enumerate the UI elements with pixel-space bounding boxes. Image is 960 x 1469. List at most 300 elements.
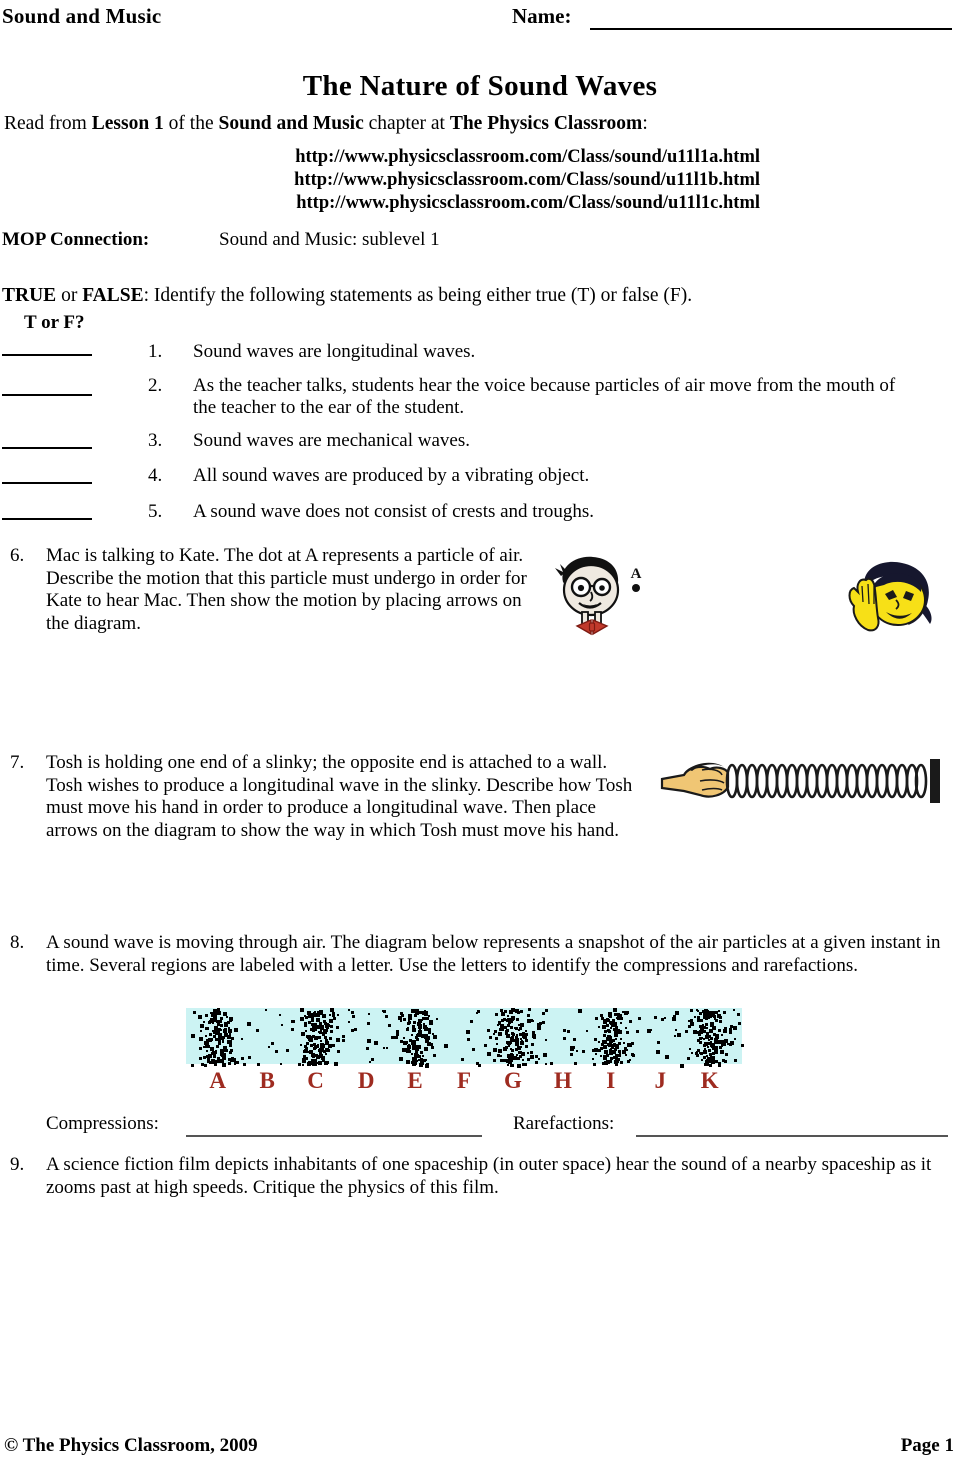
- air-particle: [516, 1018, 519, 1021]
- tf-item-number: 2.: [148, 375, 163, 396]
- air-particle: [300, 1017, 304, 1021]
- air-particle: [607, 1043, 610, 1046]
- air-particle: [300, 1008, 304, 1012]
- air-particle: [412, 1028, 416, 1032]
- air-particle: [677, 1033, 681, 1037]
- air-particle: [428, 1031, 431, 1034]
- air-particle: [316, 1018, 320, 1022]
- answer-blank-3[interactable]: [2, 447, 92, 449]
- air-particle: [199, 1037, 203, 1041]
- air-particle: [374, 1041, 378, 1045]
- t-or-f-column-label: T or F?: [24, 312, 85, 333]
- tf-item-number: 1.: [148, 341, 163, 362]
- air-particle: [624, 1011, 628, 1015]
- air-particle: [610, 1027, 612, 1029]
- air-particle: [586, 1030, 588, 1032]
- air-particle: [703, 1050, 707, 1054]
- air-particle-dot: [632, 584, 640, 592]
- air-particle: [618, 1042, 621, 1045]
- air-particle: [497, 1054, 500, 1057]
- name-blank-line[interactable]: [590, 28, 952, 30]
- air-particle: [505, 1032, 508, 1035]
- air-particle: [371, 1058, 374, 1061]
- footer-copyright: © The Physics Classroom, 2009: [4, 1435, 258, 1456]
- air-particle: [721, 1034, 723, 1036]
- air-particle: [472, 1048, 475, 1051]
- air-particle: [598, 1041, 600, 1043]
- air-particle: [535, 1061, 538, 1064]
- air-particle: [604, 1030, 607, 1033]
- air-particle: [715, 1011, 718, 1014]
- air-particle: [302, 1064, 304, 1066]
- air-particle: [706, 1055, 708, 1057]
- air-particle: [690, 1022, 694, 1026]
- air-particle: [213, 1015, 216, 1018]
- air-particle: [680, 1064, 684, 1068]
- air-particle: [620, 1061, 623, 1064]
- tf-item-number: 4.: [148, 465, 163, 486]
- air-particle: [224, 1028, 227, 1031]
- air-particle: [510, 1026, 513, 1029]
- air-particle: [499, 1028, 502, 1031]
- air-particle: [433, 1054, 436, 1057]
- air-particle: [207, 1060, 210, 1063]
- air-particle: [530, 1051, 533, 1054]
- air-particle: [404, 1042, 407, 1045]
- air-particle: [352, 1015, 355, 1018]
- air-particle: [324, 1061, 328, 1065]
- air-particle: [199, 1057, 202, 1060]
- air-particle: [383, 1047, 385, 1049]
- air-particle: [313, 1062, 317, 1066]
- air-particle: [217, 1011, 221, 1015]
- air-particle: [214, 1063, 217, 1066]
- region-letter: E: [407, 1068, 423, 1093]
- air-particle: [631, 1053, 634, 1056]
- air-particle: [495, 1013, 498, 1016]
- air-particle: [310, 1036, 313, 1039]
- page-header: [0, 4, 960, 34]
- air-particle: [545, 1063, 547, 1065]
- read-from-site: The Physics Classroom: [449, 113, 643, 134]
- air-particle: [675, 1029, 677, 1031]
- air-particle: [626, 1031, 629, 1034]
- air-particle: [231, 1019, 233, 1021]
- wall-anchor: [930, 759, 940, 803]
- air-particle: [248, 1056, 251, 1059]
- air-particle: [308, 1015, 311, 1018]
- air-particle: [517, 1057, 520, 1060]
- air-particle: [711, 1060, 715, 1064]
- air-particle: [520, 1051, 522, 1053]
- air-particle: [723, 1011, 726, 1014]
- air-particle: [222, 1040, 224, 1042]
- air-particle: [622, 1050, 626, 1054]
- air-particle: [408, 1020, 410, 1022]
- air-particle: [191, 1034, 195, 1038]
- air-particle: [431, 1046, 434, 1049]
- air-particle: [414, 1014, 417, 1017]
- air-particle: [342, 1039, 345, 1042]
- compressions-answer-blank[interactable]: [186, 1135, 482, 1137]
- air-particle: [214, 1051, 217, 1054]
- air-particle: [507, 1015, 509, 1017]
- air-particle: [719, 1016, 722, 1019]
- air-particle: [733, 1009, 735, 1011]
- air-particle: [425, 1017, 428, 1020]
- air-particle: [527, 1052, 529, 1054]
- air-particle: [324, 1022, 327, 1025]
- air-particle: [367, 1022, 370, 1025]
- air-particle: [603, 1056, 607, 1060]
- air-particle: [618, 1054, 621, 1057]
- air-particle: [699, 1041, 702, 1044]
- tf-item-text: A sound wave does not consist of crests and troughs.: [193, 501, 595, 522]
- air-particle: [522, 1059, 524, 1061]
- air-particle: [606, 1054, 609, 1057]
- air-particle: [576, 1050, 578, 1052]
- air-particle: [685, 1030, 688, 1033]
- air-particle: [733, 1026, 737, 1030]
- air-particle: [509, 1018, 512, 1021]
- answer-blank-5[interactable]: [2, 518, 92, 520]
- air-particle: [210, 1038, 213, 1041]
- air-particle: [327, 1049, 330, 1052]
- air-particle: [229, 1033, 231, 1035]
- air-particle: [673, 1015, 676, 1018]
- air-particle: [598, 1049, 601, 1052]
- air-particle: [424, 1027, 428, 1031]
- air-particle: [400, 1020, 402, 1022]
- air-particle: [504, 1026, 507, 1029]
- region-letter: H: [554, 1068, 572, 1093]
- air-particle: [704, 1042, 708, 1046]
- air-particle: [444, 1044, 448, 1048]
- air-particle: [617, 1031, 620, 1034]
- region-letter: K: [700, 1068, 719, 1093]
- air-particle: [227, 1041, 230, 1044]
- air-particle: [395, 1036, 398, 1039]
- air-particle: [313, 1023, 317, 1027]
- air-particle: [342, 1035, 345, 1038]
- air-particle: [256, 1029, 259, 1032]
- air-particle: [205, 1041, 209, 1045]
- air-particle: [336, 1038, 340, 1042]
- air-particle: [419, 1011, 422, 1014]
- air-particle: [369, 1061, 371, 1063]
- air-particle: [675, 1011, 679, 1015]
- mop-connection-value: Sound and Music: sublevel 1: [219, 229, 440, 250]
- air-particle: [478, 1064, 481, 1067]
- air-particle: [656, 1050, 660, 1054]
- air-particle: [528, 1008, 531, 1011]
- air-particle: [727, 1043, 729, 1045]
- air-particle: [208, 1021, 211, 1024]
- air-particle: [243, 1063, 246, 1066]
- air-particle: [550, 1062, 553, 1065]
- air-particle: [595, 1017, 598, 1020]
- air-particle: [493, 1059, 496, 1062]
- air-particle: [509, 1010, 513, 1014]
- air-particle: [329, 1037, 332, 1040]
- air-particle: [709, 1064, 712, 1067]
- air-particle: [606, 1024, 609, 1027]
- air-particle: [484, 1044, 487, 1047]
- answer-blank-2[interactable]: [2, 394, 92, 396]
- region-letter: C: [307, 1068, 324, 1093]
- air-particle: [433, 1035, 437, 1039]
- answer-blank-4[interactable]: [2, 482, 92, 484]
- air-particle: [500, 1024, 504, 1028]
- air-particle: [572, 1046, 575, 1049]
- air-particle: [532, 1020, 534, 1022]
- air-particle: [489, 1036, 492, 1039]
- air-particle: [265, 1009, 267, 1011]
- air-particle: [241, 1057, 244, 1060]
- air-particle: [401, 1012, 403, 1014]
- air-particle: [305, 1030, 307, 1032]
- tf-item-text: As the teacher talks, students hear the voice because particles of air move from the mouth of the teacher to the ear of the student.: [193, 375, 896, 418]
- air-particle: [507, 1041, 511, 1045]
- air-particle: [348, 1009, 350, 1011]
- footer-page-number: Page 1: [900, 1435, 954, 1456]
- air-particle: [406, 1028, 409, 1031]
- mop-connection-label: MOP Connection:: [2, 229, 150, 250]
- true-false-instructions: : Identify the following statements as being either true (T) or false (F).: [143, 285, 693, 306]
- air-particle: [413, 1021, 416, 1024]
- air-particle: [234, 1062, 236, 1064]
- air-particle: [336, 1026, 339, 1029]
- air-particle: [247, 1022, 251, 1026]
- air-particle: [317, 1025, 321, 1029]
- air-particle: [531, 1043, 534, 1046]
- air-particle: [738, 1022, 741, 1025]
- resource-url[interactable]: http://www.physicsclassroom.com/Class/sound/u11l1b.html: [294, 170, 760, 190]
- air-particle: [351, 1011, 354, 1014]
- answer-blank-1[interactable]: [2, 354, 92, 356]
- air-particle: [687, 1057, 690, 1060]
- air-particle: [213, 1035, 216, 1038]
- air-particle: [514, 1027, 516, 1029]
- air-particle: [200, 1030, 202, 1032]
- air-particle: [741, 1044, 744, 1047]
- true-word: TRUE: [2, 285, 57, 306]
- air-particle: [407, 1022, 410, 1025]
- air-particle: [412, 1043, 416, 1047]
- air-particle: [718, 1062, 721, 1065]
- tf-item-number: 3.: [148, 430, 163, 451]
- air-particle: [403, 1018, 406, 1021]
- air-particle: [241, 1038, 243, 1040]
- air-particle: [231, 1037, 234, 1040]
- air-particle: [606, 1060, 610, 1064]
- air-particle: [620, 1022, 622, 1024]
- air-particle: [222, 1056, 226, 1060]
- air-particle: [366, 1047, 369, 1050]
- air-particle: [476, 1012, 478, 1014]
- air-particle: [719, 1020, 722, 1023]
- air-particle: [570, 1053, 573, 1056]
- air-particle: [603, 1045, 607, 1049]
- air-particle: [690, 1009, 693, 1012]
- air-particle: [710, 1037, 713, 1040]
- air-particle: [234, 1028, 238, 1032]
- air-particle: [206, 1055, 209, 1058]
- air-particle: [510, 1064, 513, 1067]
- air-particle: [710, 1056, 713, 1059]
- air-particle: [512, 1039, 515, 1042]
- or-word: or: [56, 285, 83, 306]
- air-particle: [538, 1058, 540, 1060]
- air-particle: [718, 1029, 721, 1032]
- air-particle: [302, 1059, 306, 1063]
- air-particle: [210, 1018, 213, 1021]
- rarefactions-label: Rarefactions:: [513, 1113, 615, 1134]
- air-particle: [699, 1012, 702, 1015]
- air-particle: [193, 1011, 196, 1014]
- air-particle: [720, 1050, 724, 1054]
- air-particle: [700, 1019, 703, 1022]
- air-particle: [436, 1018, 438, 1020]
- air-particle: [218, 1041, 221, 1044]
- air-particle: [209, 1033, 212, 1036]
- air-particle: [429, 1021, 433, 1025]
- air-particle: [615, 1026, 618, 1029]
- air-particle: [199, 1047, 202, 1050]
- air-particle: [608, 1030, 611, 1033]
- air-particle: [617, 1058, 620, 1061]
- air-particle: [737, 1013, 740, 1016]
- air-particle: [223, 1012, 227, 1016]
- air-particle: [573, 1038, 576, 1041]
- air-particle: [703, 1026, 706, 1029]
- air-particle: [699, 1030, 703, 1034]
- air-particle: [697, 1049, 700, 1052]
- air-particle: [228, 1029, 232, 1033]
- air-particle: [322, 1032, 325, 1035]
- air-particle: [385, 1015, 388, 1018]
- air-particle: [304, 1022, 307, 1025]
- air-particle: [205, 1035, 207, 1037]
- air-particle: [191, 1064, 194, 1067]
- air-particle: [696, 1054, 699, 1057]
- air-particle: [232, 1058, 236, 1062]
- kate-listener-illustration: [836, 558, 940, 636]
- air-particle: [386, 1047, 388, 1049]
- air-particle: [706, 1027, 708, 1029]
- air-particle: [712, 1026, 716, 1030]
- air-particle: [598, 1026, 600, 1028]
- air-particle: [610, 1021, 614, 1025]
- rarefactions-answer-blank[interactable]: [636, 1135, 948, 1137]
- air-particle: [674, 1035, 676, 1037]
- air-particle: [503, 1018, 506, 1021]
- air-particle: [578, 1009, 582, 1013]
- air-particle: [519, 1027, 522, 1030]
- resource-url[interactable]: http://www.physicsclassroom.com/Class/sound/u11l1a.html: [295, 147, 760, 167]
- air-particle: [407, 1061, 410, 1064]
- question-7-number: 7.: [10, 752, 25, 773]
- resource-url[interactable]: http://www.physicsclassroom.com/Class/sound/u11l1c.html: [296, 193, 760, 213]
- air-particle: [574, 1062, 577, 1065]
- air-particle: [493, 1048, 497, 1052]
- air-particle: [420, 1024, 422, 1026]
- question-8-number: 8.: [10, 932, 25, 953]
- air-particle: [511, 1018, 514, 1021]
- air-particle: [543, 1053, 547, 1057]
- air-particle: [617, 1061, 619, 1063]
- air-particle: [710, 1014, 713, 1017]
- air-particle: [467, 1038, 470, 1041]
- air-particle: [533, 1036, 536, 1039]
- air-particle: [420, 1064, 422, 1066]
- air-particle: [205, 1014, 208, 1017]
- air-particle: [229, 1045, 231, 1047]
- air-particle: [734, 1038, 736, 1040]
- air-particle: [697, 1019, 700, 1022]
- air-particle: [225, 1049, 228, 1052]
- air-particle: [567, 1030, 570, 1033]
- air-particle: [319, 1054, 323, 1058]
- air-particle: [603, 1020, 607, 1024]
- air-particle: [495, 1037, 498, 1040]
- air-particle: [218, 1033, 222, 1037]
- air-particle: [602, 1025, 606, 1029]
- air-particle: [348, 1021, 350, 1023]
- air-particle: [689, 1048, 691, 1050]
- air-particle: [592, 1049, 595, 1052]
- tf-item-text: Sound waves are mechanical waves.: [193, 430, 470, 451]
- read-from-lesson: Lesson 1: [91, 113, 164, 134]
- air-particle: [408, 1014, 412, 1018]
- air-particle: [322, 1014, 326, 1018]
- air-particle: [734, 1059, 737, 1062]
- air-particle: [286, 1049, 289, 1052]
- false-word: FALSE: [82, 285, 144, 306]
- air-particle: [470, 1020, 473, 1023]
- region-letter-labels: [186, 1068, 742, 1094]
- air-particle: [400, 1040, 403, 1043]
- air-particle: [718, 1010, 720, 1012]
- region-letter: J: [654, 1068, 667, 1093]
- name-label: Name:: [512, 4, 572, 28]
- air-particle: [527, 1014, 530, 1017]
- air-particle: [595, 1053, 597, 1055]
- air-particle: [291, 1020, 294, 1023]
- air-particle: [257, 1063, 260, 1066]
- air-particle: [461, 1058, 464, 1061]
- air-particle: [620, 1038, 622, 1040]
- air-particle: [608, 1036, 612, 1040]
- air-particle: [412, 1064, 414, 1066]
- air-particle: [714, 1041, 717, 1044]
- air-particle: [279, 1014, 281, 1016]
- air-particle: [631, 1042, 634, 1045]
- question-9-number: 9.: [10, 1154, 25, 1175]
- air-particle: [527, 1019, 531, 1023]
- air-particle: [230, 1049, 233, 1052]
- air-particle: [320, 1043, 324, 1047]
- air-particle: [594, 1038, 597, 1041]
- air-particle: [563, 1037, 566, 1040]
- air-particle: [624, 1047, 627, 1050]
- air-particle: [654, 1016, 657, 1019]
- air-particle: [337, 1014, 339, 1016]
- air-particle: [517, 1011, 520, 1014]
- air-particle: [304, 1049, 308, 1053]
- air-particle: [525, 1045, 528, 1048]
- air-particle: [710, 1043, 714, 1047]
